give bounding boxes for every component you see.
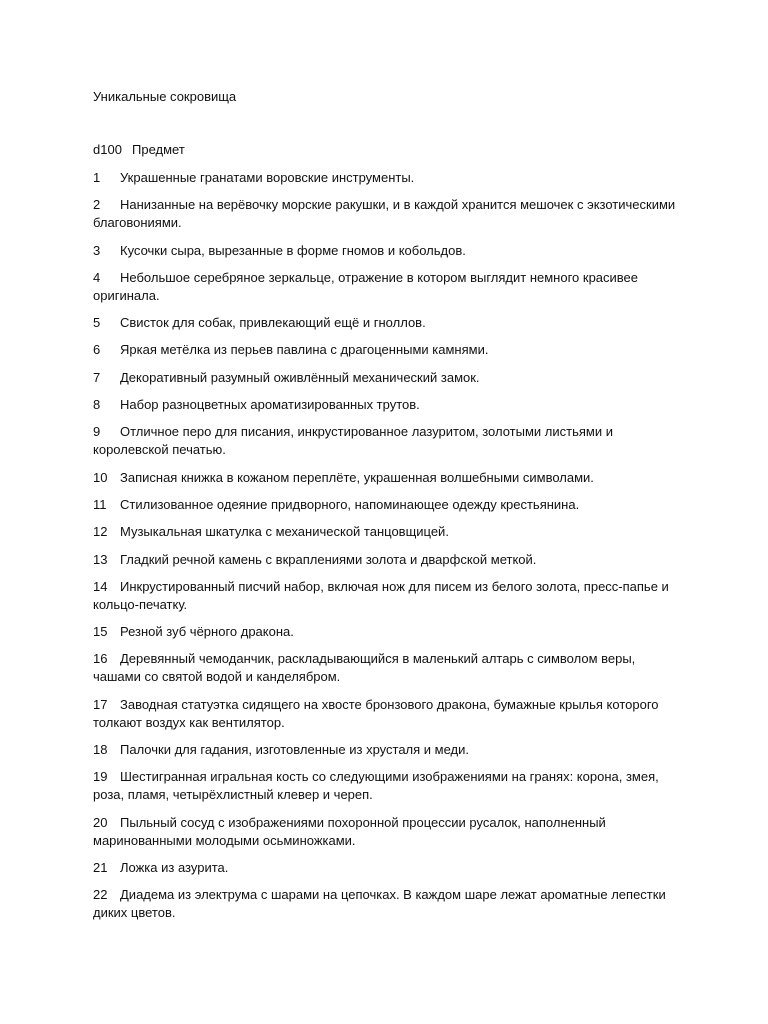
row-number: 15 [93, 624, 108, 640]
row-text: Деревянный чемоданчик, раскладывающийся в маленький алтарь с символом веры, чашами со святой водой и канделябром. [93, 651, 636, 685]
row-text: Записная книжка в кожаном переплёте, украшенная волшебными символами. [120, 469, 594, 485]
table-row [93, 269, 683, 305]
table-row [93, 423, 683, 459]
table-row [93, 196, 683, 232]
document-title: Уникальные сокровища [93, 89, 237, 104]
table-row [93, 551, 683, 569]
table-row [93, 242, 683, 260]
row-text: Диадема из электрума с шарами на цепочках. В каждом шаре лежат ароматные лепестки диких цветов. [93, 887, 666, 921]
row-text: Набор разноцветных ароматизированных трутов. [120, 397, 420, 413]
row-text: Инкрустированный писчий набор, включая нож для писем из белого золота, пресс-папье и кольцо-печатку. [93, 578, 669, 612]
table-row [93, 623, 683, 641]
row-text: Пыльный сосуд с изображениями похоронной процессии русалок, наполненный маринованными молодыми осьминожками. [93, 814, 606, 848]
table-row [93, 396, 683, 414]
header-die: d100 [93, 142, 122, 157]
row-text: Заводная статуэтка сидящего на хвосте бронзового дракона, бумажные крылья которого толкают воздух как вентилятор. [93, 696, 659, 730]
row-text: Нанизанные на верёвочку морские ракушки, и в каждой хранится мешочек с экзотическими благовониями. [93, 197, 676, 231]
table-header [93, 141, 683, 159]
row-number: 9 [93, 424, 101, 440]
row-number: 8 [93, 397, 101, 413]
table-row [93, 578, 683, 614]
table-row [93, 314, 683, 332]
header-item: Предмет [132, 142, 185, 157]
row-number: 7 [93, 369, 101, 385]
table-row [93, 341, 683, 359]
row-number: 14 [93, 578, 108, 594]
row-number: 4 [93, 269, 101, 285]
row-text: Декоративный разумный оживлённый механический замок. [120, 369, 480, 385]
row-number: 11 [93, 496, 107, 512]
treasure-table [93, 141, 683, 932]
table-row [93, 496, 683, 514]
table-row [93, 741, 683, 759]
row-number: 5 [93, 315, 101, 331]
row-text: Украшенные гранатами воровские инструменты. [120, 170, 415, 185]
row-text: Гладкий речной камень с вкраплениями золота и дварфской меткой. [120, 551, 537, 567]
table-row [93, 169, 683, 187]
row-number: 22 [93, 887, 108, 903]
row-number: 2 [93, 197, 101, 213]
table-row [93, 650, 683, 686]
row-number: 13 [93, 551, 108, 567]
row-number: 16 [93, 651, 108, 667]
row-text: Небольшое серебряное зеркальце, отражение в котором выглядит немного красивее оригинала. [93, 269, 639, 303]
table-row [93, 469, 683, 487]
row-number: 17 [93, 696, 108, 712]
row-number: 18 [93, 742, 108, 758]
row-number: 6 [93, 342, 101, 358]
table-row [93, 523, 683, 541]
table-row [93, 814, 683, 850]
table-row [93, 886, 683, 922]
row-number: 1 [93, 170, 101, 185]
table-row [93, 369, 683, 387]
row-number: 12 [93, 524, 108, 540]
row-text: Шестигранная игральная кость со следующими изображениями на гранях: корона, змея, роза, пламя, четырёхлистный клевер и череп. [93, 769, 659, 803]
row-text: Кусочки сыра, вырезанные в форме гномов и кобольдов. [120, 242, 466, 258]
table-row [93, 768, 683, 804]
row-number: 20 [93, 814, 108, 830]
row-number: 3 [93, 242, 101, 258]
table-row [93, 859, 683, 877]
row-text: Резной зуб чёрного дракона. [120, 624, 294, 640]
row-number: 19 [93, 769, 108, 785]
row-text: Яркая метёлка из перьев павлина с драгоценными камнями. [120, 342, 489, 358]
row-number: 21 [93, 859, 108, 875]
table-row [93, 696, 683, 732]
row-text: Стилизованное одеяние придворного, напоминающее одежду крестьянина. [120, 496, 580, 512]
row-text: Палочки для гадания, изготовленные из хрусталя и меди. [120, 742, 470, 758]
row-text: Музыкальная шкатулка с механической танцовщицей. [120, 524, 449, 540]
row-number: 10 [93, 469, 108, 485]
row-text: Отличное перо для писания, инкрустированное лазуритом, золотыми листьями и королевской печатью. [93, 424, 613, 458]
row-text: Ложка из азурита. [120, 859, 229, 875]
row-text: Свисток для собак, привлекающий ещё и гноллов. [120, 315, 426, 331]
